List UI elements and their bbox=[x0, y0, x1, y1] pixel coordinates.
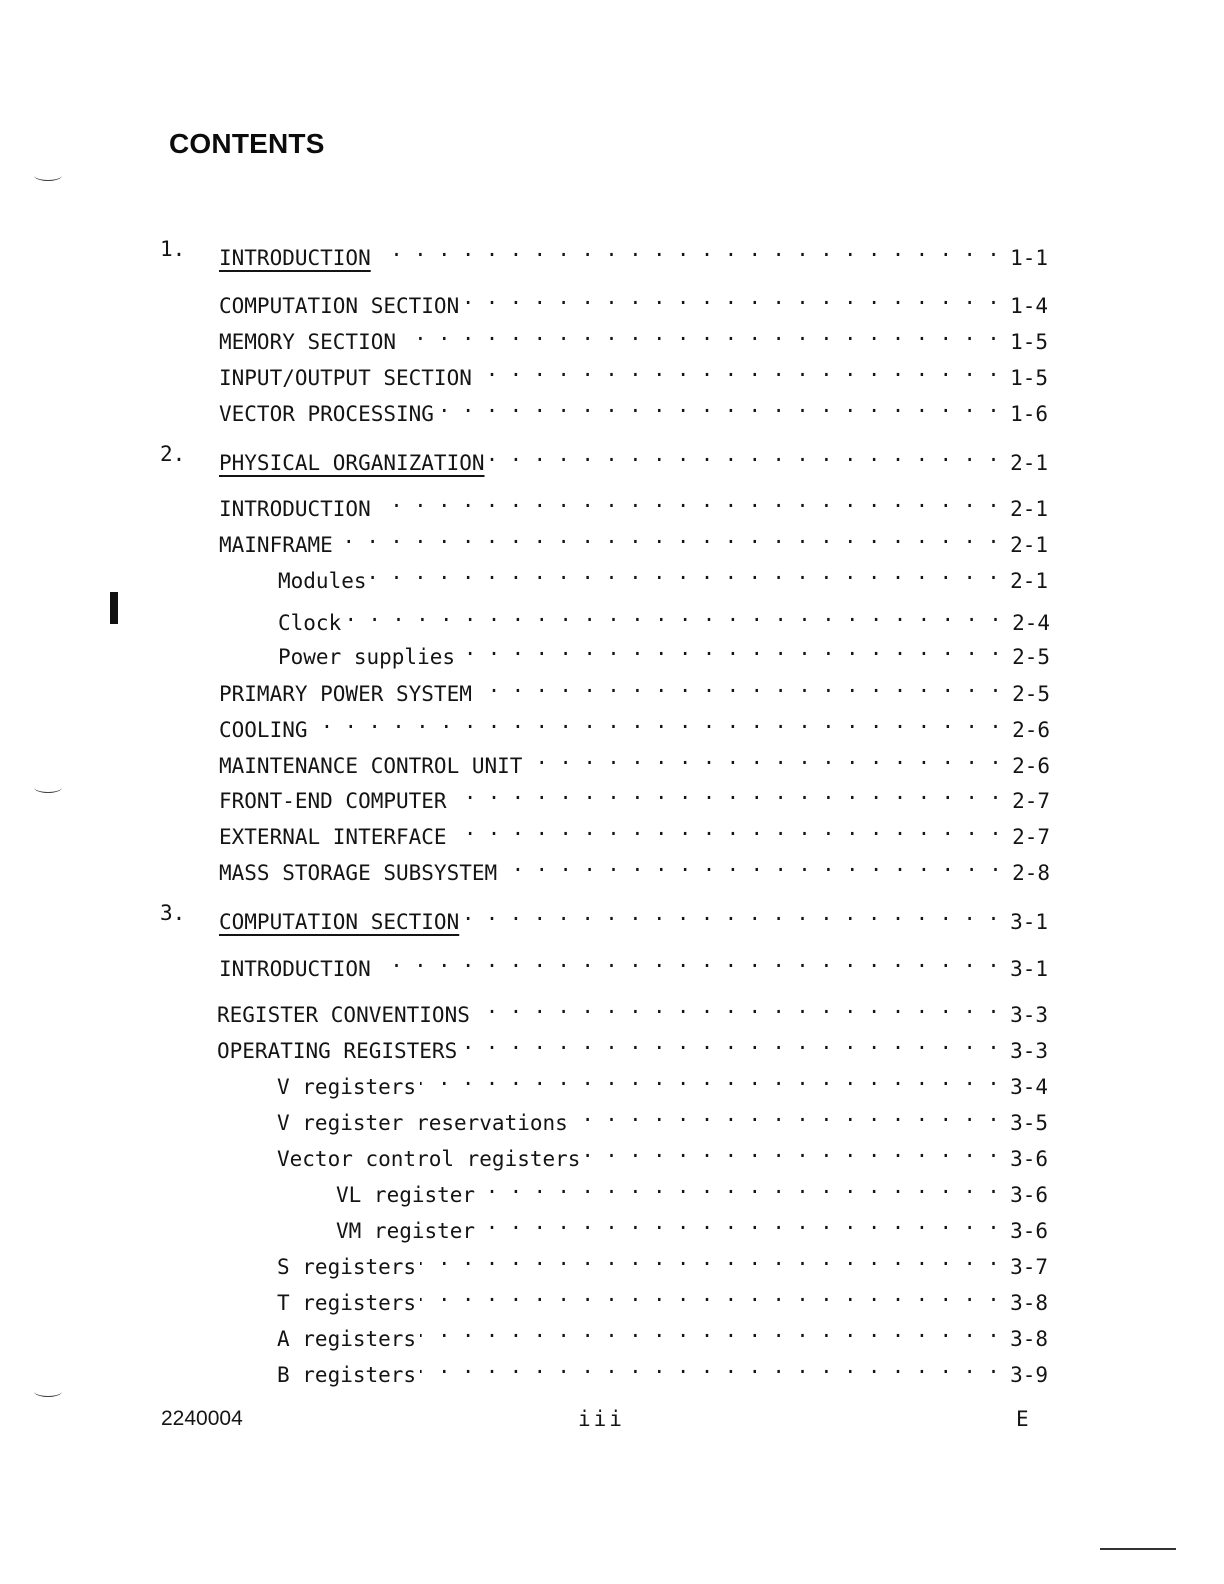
dot-leader bbox=[584, 1134, 1002, 1166]
toc-entry[interactable] bbox=[219, 705, 1050, 742]
toc-entry[interactable] bbox=[219, 389, 1048, 426]
toc-page-number: 3-4 bbox=[1010, 1075, 1048, 1099]
dot-leader bbox=[501, 848, 1004, 880]
toc-entry-label: PRIMARY POWER SYSTEM bbox=[219, 682, 472, 706]
binder-hole-mark bbox=[34, 1386, 62, 1397]
toc-entry-label: INTRODUCTION bbox=[219, 957, 371, 981]
toc-entry-label: EXTERNAL INTERFACE bbox=[219, 825, 447, 849]
toc-entry-label: V registers bbox=[277, 1075, 417, 1099]
toc-page-number: 2-5 bbox=[1012, 682, 1050, 706]
contents-heading: CONTENTS bbox=[169, 128, 325, 159]
toc-entry-label: Vector control registers bbox=[277, 1147, 581, 1171]
toc-page-number: 3-8 bbox=[1010, 1291, 1048, 1315]
toc-page-number: 2-8 bbox=[1012, 861, 1050, 885]
toc-entry[interactable] bbox=[219, 776, 1050, 813]
dot-leader bbox=[420, 1350, 1002, 1382]
dot-leader bbox=[461, 1026, 1002, 1058]
toc-entry[interactable] bbox=[219, 812, 1050, 849]
toc-entry[interactable] bbox=[277, 1314, 1048, 1351]
toc-page-number: 3-7 bbox=[1010, 1255, 1048, 1279]
toc-entry-label: OPERATING REGISTERS bbox=[217, 1039, 458, 1063]
document-number: 2240004 bbox=[161, 1407, 243, 1430]
toc-entry[interactable] bbox=[277, 1350, 1048, 1387]
dot-leader bbox=[420, 1278, 1002, 1310]
toc-entry[interactable] bbox=[217, 990, 1048, 1027]
toc-page-number: 2-6 bbox=[1012, 718, 1050, 742]
toc-page-number: 2-6 bbox=[1012, 754, 1050, 778]
toc-page-number: 1-5 bbox=[1010, 366, 1048, 390]
toc-entry[interactable] bbox=[160, 233, 1048, 270]
toc-entry-label: Clock bbox=[278, 611, 342, 635]
toc-entry[interactable] bbox=[277, 1242, 1048, 1279]
toc-entry[interactable] bbox=[219, 848, 1050, 885]
section-number: 1. bbox=[160, 237, 186, 261]
toc-page-number: 1-1 bbox=[1010, 246, 1048, 270]
toc-entry-label: MAINTENANCE CONTROL UNIT bbox=[219, 754, 523, 778]
dot-leader bbox=[375, 233, 1002, 265]
toc-entry[interactable] bbox=[336, 1170, 1048, 1207]
toc-entry-label: VL register bbox=[336, 1183, 476, 1207]
dot-leader bbox=[451, 812, 1004, 844]
toc-entry-label: VECTOR PROCESSING bbox=[219, 402, 434, 426]
toc-page-number: 3-6 bbox=[1010, 1183, 1048, 1207]
toc-page-number: 3-1 bbox=[1010, 957, 1048, 981]
dot-leader bbox=[375, 484, 1002, 516]
toc-entry-label: COOLING bbox=[219, 718, 308, 742]
toc-entry[interactable] bbox=[278, 598, 1050, 635]
toc-page-number: 3-6 bbox=[1010, 1219, 1048, 1243]
toc-page-number: 3-3 bbox=[1010, 1039, 1048, 1063]
toc-entry[interactable] bbox=[278, 556, 1048, 593]
toc-entry[interactable] bbox=[219, 353, 1048, 390]
toc-entry[interactable] bbox=[219, 520, 1048, 557]
toc-entry[interactable] bbox=[219, 484, 1048, 521]
toc-entry-label: MEMORY SECTION bbox=[219, 330, 397, 354]
dot-leader bbox=[345, 598, 1004, 630]
dot-leader bbox=[463, 281, 1002, 313]
dot-leader bbox=[476, 353, 1002, 385]
toc-entry-label: INTRODUCTION bbox=[219, 497, 371, 521]
toc-page-number: 2-7 bbox=[1012, 825, 1050, 849]
dot-leader bbox=[375, 944, 1002, 976]
toc-entry-label: INPUT/OUTPUT SECTION bbox=[219, 366, 472, 390]
dot-leader bbox=[371, 556, 1002, 588]
toc-page-number: 1-5 bbox=[1010, 330, 1048, 354]
toc-page-number: 2-7 bbox=[1012, 789, 1050, 813]
dot-leader bbox=[489, 438, 1002, 470]
toc-entry[interactable] bbox=[219, 741, 1050, 778]
toc-entry[interactable] bbox=[277, 1278, 1048, 1315]
toc-entry[interactable] bbox=[219, 669, 1050, 706]
toc-entry-label: V register reservations bbox=[277, 1111, 568, 1135]
dot-leader bbox=[420, 1062, 1002, 1094]
toc-entry-label: B registers bbox=[277, 1363, 417, 1387]
toc-entry[interactable] bbox=[336, 1206, 1048, 1243]
dot-leader bbox=[476, 669, 1004, 701]
binder-hole-mark bbox=[34, 782, 62, 793]
toc-entry-label: Power supplies bbox=[278, 645, 456, 669]
toc-entry-label: MASS STORAGE SUBSYSTEM bbox=[219, 861, 498, 885]
toc-entry-label: A registers bbox=[277, 1327, 417, 1351]
dot-leader bbox=[400, 317, 1002, 349]
toc-page-number: 3-3 bbox=[1010, 1003, 1048, 1027]
dot-leader bbox=[572, 1098, 1002, 1130]
section-number: 2. bbox=[160, 442, 186, 466]
toc-page-number: 1-6 bbox=[1010, 402, 1048, 426]
dot-leader bbox=[463, 897, 1002, 929]
toc-entry[interactable] bbox=[277, 1062, 1048, 1099]
toc-entry[interactable] bbox=[160, 897, 1048, 934]
toc-entry[interactable] bbox=[217, 1026, 1048, 1063]
toc-entry-label: COMPUTATION SECTION bbox=[219, 294, 460, 318]
toc-page-number: 3-1 bbox=[1010, 910, 1048, 934]
toc-entry[interactable] bbox=[278, 632, 1050, 669]
toc-entry[interactable] bbox=[219, 281, 1048, 318]
toc-entry-label: FRONT-END COMPUTER bbox=[219, 789, 447, 813]
toc-page-number: 1-4 bbox=[1010, 294, 1048, 318]
toc-page-number: 2-1 bbox=[1010, 451, 1048, 475]
toc-page-number: 3-6 bbox=[1010, 1147, 1048, 1171]
toc-entry-label: MAINFRAME bbox=[219, 533, 333, 557]
chapter-title: PHYSICAL ORGANIZATION bbox=[219, 451, 485, 475]
dot-leader bbox=[474, 990, 1002, 1022]
toc-entry[interactable] bbox=[277, 1098, 1048, 1135]
toc-page-number: 3-8 bbox=[1010, 1327, 1048, 1351]
toc-page-number: 3-5 bbox=[1010, 1111, 1048, 1135]
dot-leader bbox=[337, 520, 1002, 552]
toc-entry[interactable] bbox=[277, 1134, 1048, 1171]
toc-page-number: 2-1 bbox=[1010, 497, 1048, 521]
chapter-title: INTRODUCTION bbox=[219, 246, 371, 270]
dot-leader bbox=[420, 1242, 1002, 1274]
toc-page-number: 2-1 bbox=[1010, 533, 1048, 557]
section-number: 3. bbox=[160, 901, 186, 925]
toc-entry-label: Modules bbox=[278, 569, 367, 593]
toc-entry-label: VM register bbox=[336, 1219, 476, 1243]
toc-page-number: 2-1 bbox=[1010, 569, 1048, 593]
dot-leader bbox=[479, 1206, 1002, 1238]
chapter-title: COMPUTATION SECTION bbox=[219, 910, 460, 934]
toc-page-number: 2-4 bbox=[1012, 611, 1050, 635]
toc-entry-label: T registers bbox=[277, 1291, 417, 1315]
page-number: iii bbox=[578, 1407, 625, 1431]
scan-artifact bbox=[1100, 1548, 1176, 1550]
dot-leader bbox=[420, 1314, 1002, 1346]
toc-page-number: 3-9 bbox=[1010, 1363, 1048, 1387]
toc-entry[interactable] bbox=[219, 944, 1048, 981]
change-bar bbox=[110, 592, 118, 624]
dot-leader bbox=[479, 1170, 1002, 1202]
toc-entry-label: REGISTER CONVENTIONS bbox=[217, 1003, 470, 1027]
dot-leader bbox=[526, 741, 1004, 773]
toc-entry[interactable] bbox=[160, 438, 1048, 475]
toc-entry-label: S registers bbox=[277, 1255, 417, 1279]
toc-page-number: 2-5 bbox=[1012, 645, 1050, 669]
dot-leader bbox=[459, 632, 1004, 664]
dot-leader bbox=[438, 389, 1002, 421]
binder-hole-mark bbox=[34, 170, 62, 181]
toc-entry[interactable] bbox=[219, 317, 1048, 354]
dot-leader bbox=[312, 705, 1004, 737]
dot-leader bbox=[451, 776, 1004, 808]
revision-letter: E bbox=[1016, 1407, 1029, 1431]
